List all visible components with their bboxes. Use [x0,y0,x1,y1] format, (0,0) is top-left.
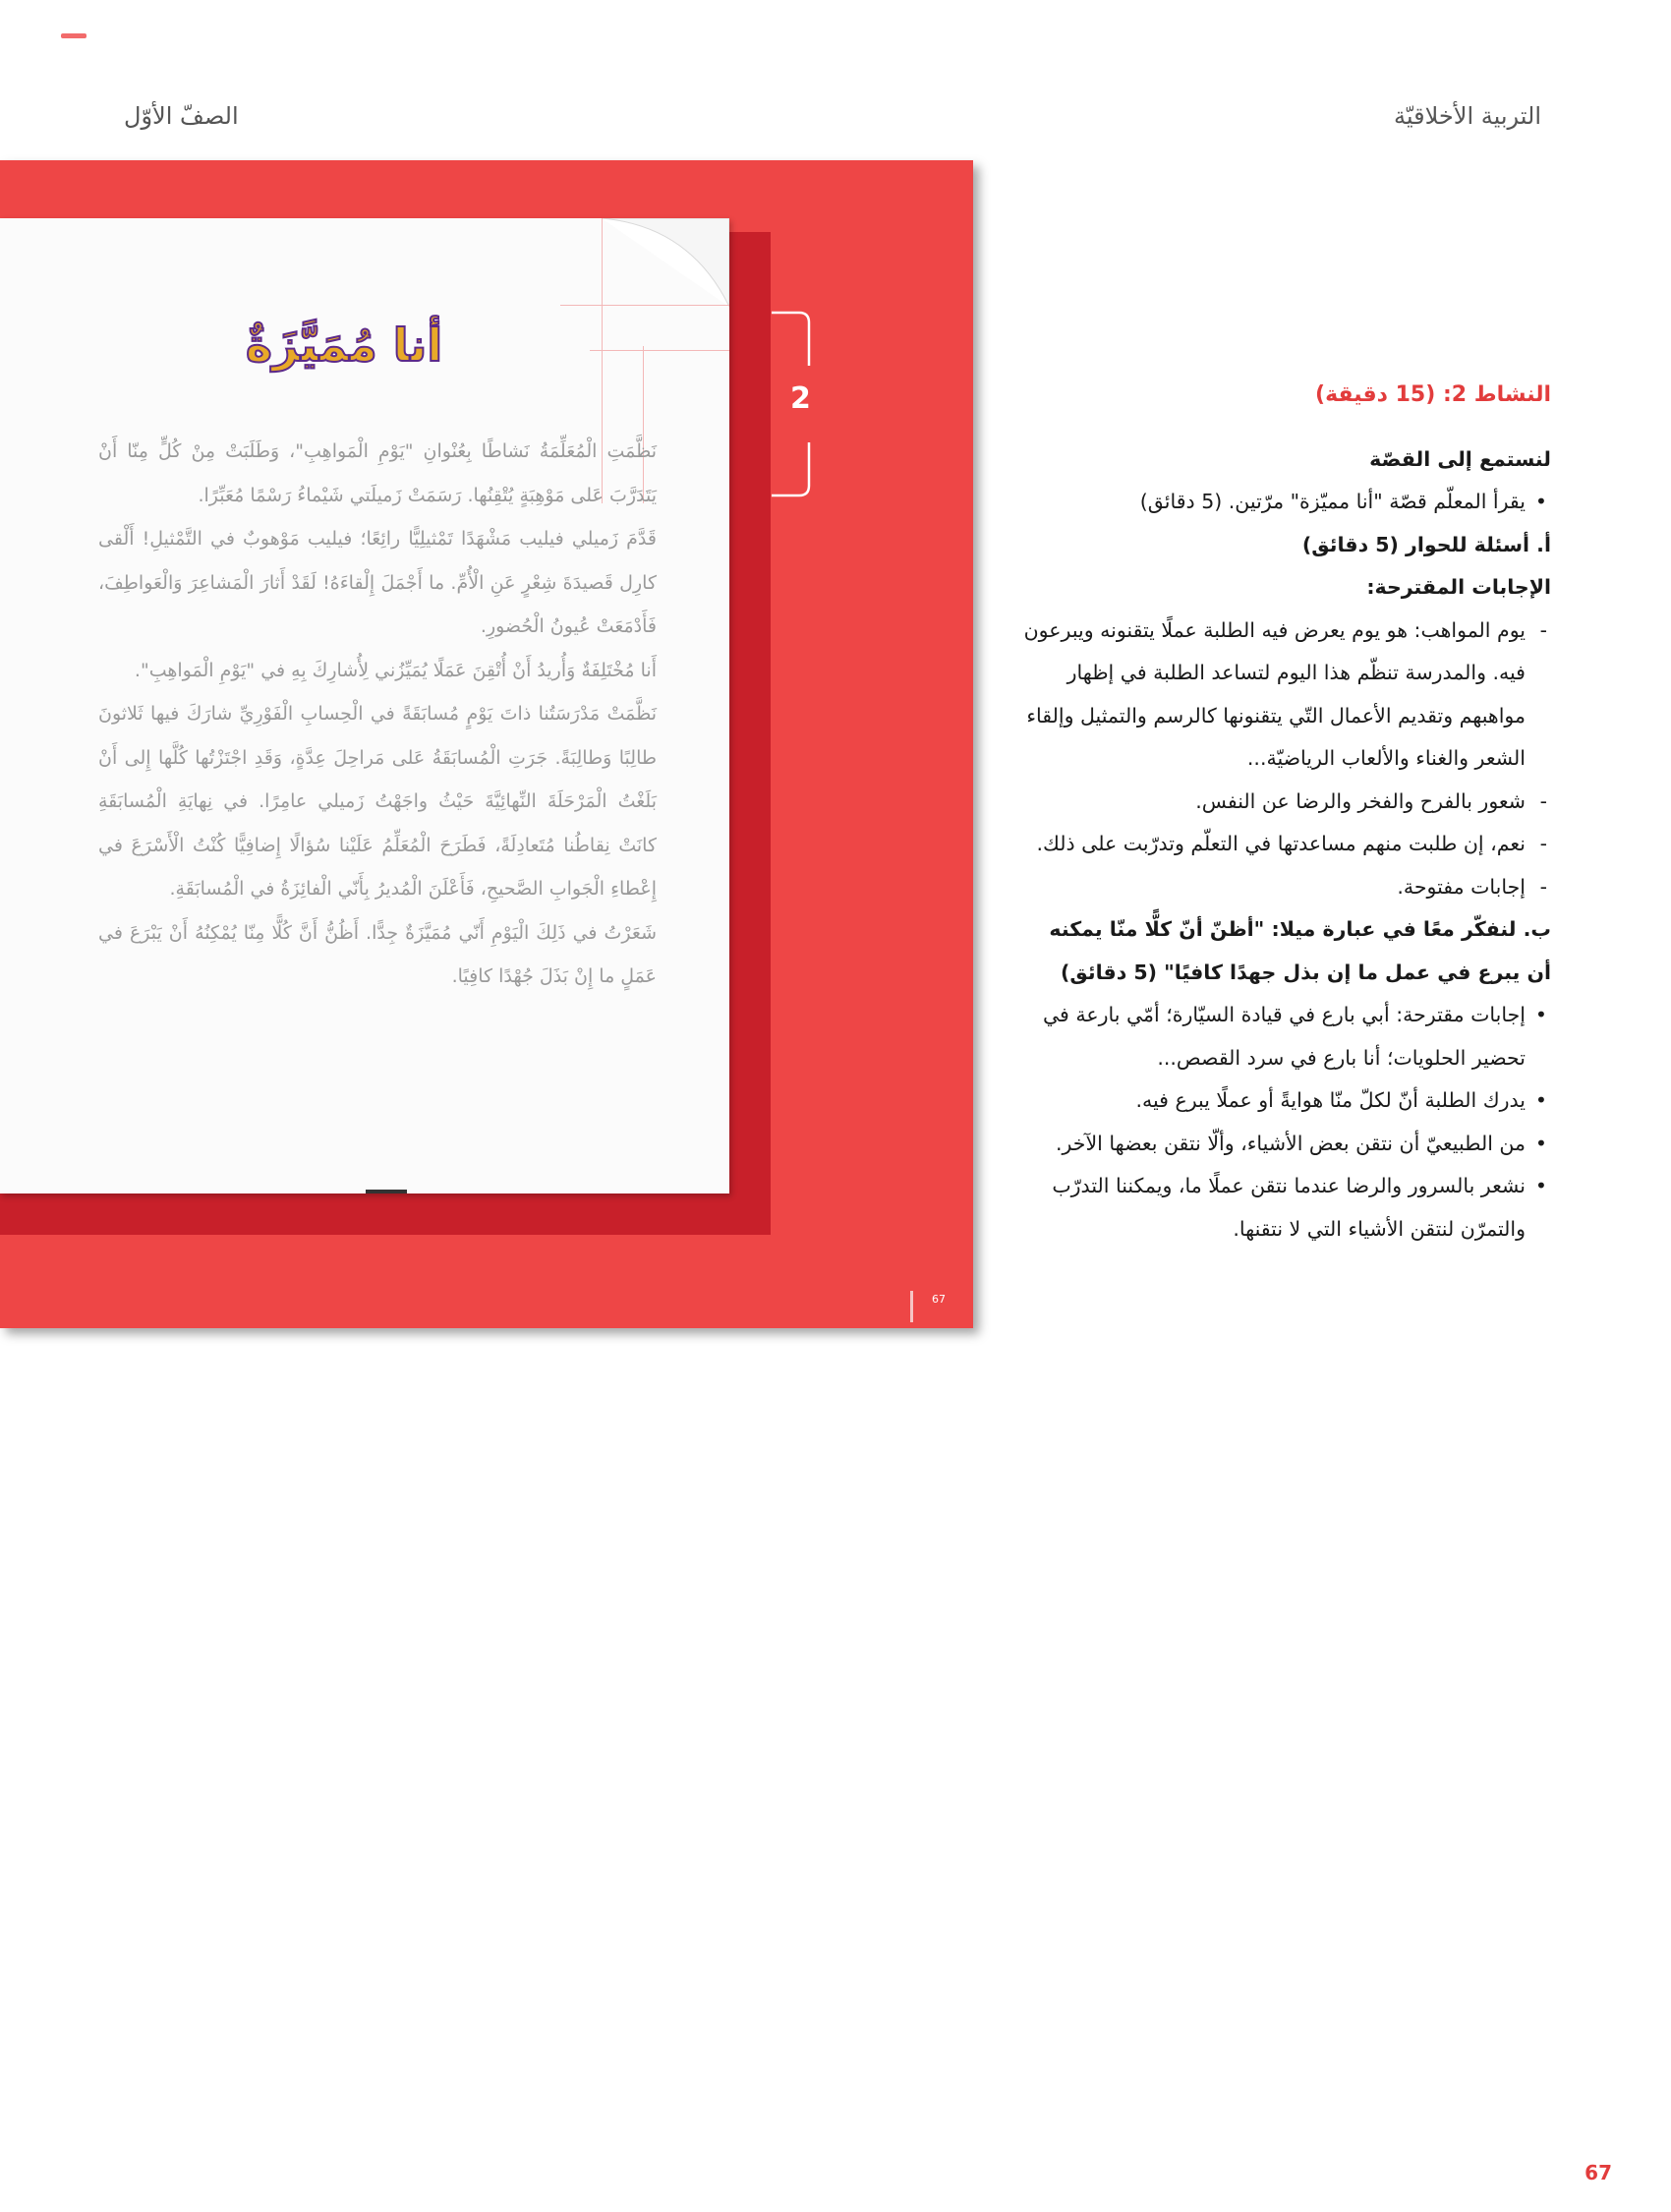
story-paragraph: قَدَّمَ زَميلي فيليب مَشْهَدًا تَمْثيلِيًّا رائِعًا؛ فيليب مَوْهوبٌ في التَّمْثيلِ! أَلْقى كارِل قَصيدَةَ شِعْرٍ عَنِ الْأُمِّ. ما أَجْمَلَ إِلْقاءَهُ! لَقَدْ أَثارَ الْمَشاعِرَ وَالْعَواطِفَ، فَأَدْمَعَتْ عُيونُ الْحُضورِ. [98,528,657,637]
book-page [0,218,729,1193]
page-bottom-mark [366,1190,407,1193]
suggested-answers-heading: الإجابات المقترحة: [1366,575,1551,599]
list-item: • من الطبيعيّ أن نتقن بعض الأشياء، وألّا نتقن بعضها الآخر. [1022,1123,1551,1166]
answers-b-list [1022,994,1551,1251]
story-title: أنا مُمَيَّزَةٌ [245,319,443,372]
teacher-notes [1022,374,1551,1251]
listen-list [1022,481,1551,524]
header-subject: التربية الأخلاقيّة [1394,102,1541,130]
top-accent-mark [61,33,86,38]
list-item: • يقرأ المعلّم قصّة "أنا مميّزة" مرّتين. (5 دقائق) [1022,481,1551,524]
activity-number: 2 [790,381,811,416]
think-heading: ب. لنفكّر معًا في عبارة ميلا: "أظنّ أنّ كلًّا منّا يمكنه أن يبرع في عمل ما إن بذل جهدًا كافيًا" (5 دقائق) [1049,917,1551,984]
list-item: - نعم، إن طلبت منهم مساعدتها في التعلّم وتدرّبت على ذلك. [1022,823,1551,866]
listen-heading: لنستمع إلى القصّة [1369,446,1551,471]
page-number-bar [910,1291,913,1322]
list-item: - إجابات مفتوحة. [1022,866,1551,909]
story-paragraph: شَعَرْتُ في ذَلِكَ الْيَوْمِ أَنّي مُمَيَّزَةٌ جِدًّا. أَظُنُّ أَنَّ كُلًّا مِنّا يُمْكِنُهُ أَنْ يَبْرَعَ في عَمَلٍ ما إِنْ بَذَلَ جُهْدًا كافِيًا. [98,921,657,987]
list-item: • إجابات مقترحة: أبي بارع في قيادة السيّارة؛ أمّي بارعة في تحضير الحلويات؛ أنا بارع في سرد القصص... [1022,994,1551,1079]
activity-title: النشاط 2: (15 دقيقة) [1315,382,1551,407]
page-number: 67 [1585,2161,1612,2184]
answers-a-list [1022,610,1551,909]
story-paragraph: نَظَّمَتِ الْمُعَلِّمَةُ نَشاطًا بِعُنْوانِ "يَوْمِ الْمَواهِبِ"، وَطَلَبَتْ مِنْ كُلٍّ مِنّا أَنْ يَتَدَرَّبَ عَلى مَوْهِبَةٍ يُتْقِنُها. رَسَمَتْ زَميلَتي شَيْماءُ رَسْمًا مُعَبِّرًا. [98,440,657,506]
story-paragraph: أَنا مُخْتَلِفَةٌ وَأُريدُ أَنْ أُتْقِنَ عَمَلًا يُمَيِّزُني لِأُشارِكَ بِهِ في "يَوْمِ الْمَواهِبِ". [134,659,657,681]
header-grade: الصفّ الأوّل [124,102,239,130]
story-paragraph: نَظَّمَتْ مَدْرَسَتُنا ذاتَ يَوْمٍ مُسابَقَةً في الْحِسابِ الْفَوْرِيِّ شارَكَ فيها ثَلاثونَ طالِبًا وَطالِبَةً. جَرَتِ الْمُسابَقَةُ عَلى مَراحِلَ عِدَّةٍ، وَقَدِ اجْتَزْتُها كُلَّها إِلى أَنْ بَلَغْتُ الْمَرْحَلَةَ النِّهائِيَّةَ حَيْثُ واجَهْتُ زَميلي عامِرًا. في نِهايَةِ الْمُسابَقَةِ كانَتْ نِقاطُنا مُتَعادِلَةً، فَطَرَحَ الْمُعَلِّمُ عَلَيْنا سُؤالًا إِضافِيًّا كُنْتُ الْأَسْرَعَ في إِعْطاءِ الْجَوابِ الصَّحيحِ، فَأَعْلَنَ الْمُديرُ بِأَنّي الْفائِزَةُ في الْمُسابَقَةِ. [98,703,657,900]
guide-line [560,305,729,306]
story-text [98,430,657,999]
book-page-number: 67 [932,1293,946,1306]
page-curl-icon [602,218,729,307]
guide-line [590,350,729,351]
list-item: - يوم المواهب: هو يوم يعرض فيه الطلبة عملًا يتقنونه ويبرعون فيه. والمدرسة تنظّم هذا اليوم لتساعد الطلبة في إظهار مواهبهم وتقديم الأعمال التّي يتقنونها كالرسم والتمثيل وإلقاء الشعر والغناء والألعاب الرياضيّة... [1022,610,1551,781]
dialogue-heading: أ. أسئلة للحوار (5 دقائق) [1301,532,1551,556]
list-item: - شعور بالفرح والفخر والرضا عن النفس. [1022,781,1551,824]
list-item: • يدرك الطلبة أنّ لكلّ منّا هوايةً أو عملًا يبرع فيه. [1022,1079,1551,1123]
list-item: • نشعر بالسرور والرضا عندما نتقن عملًا ما، ويمكننا التدرّب والتمرّن لنتقن الأشياء التي لا نتقنها. [1022,1165,1551,1251]
